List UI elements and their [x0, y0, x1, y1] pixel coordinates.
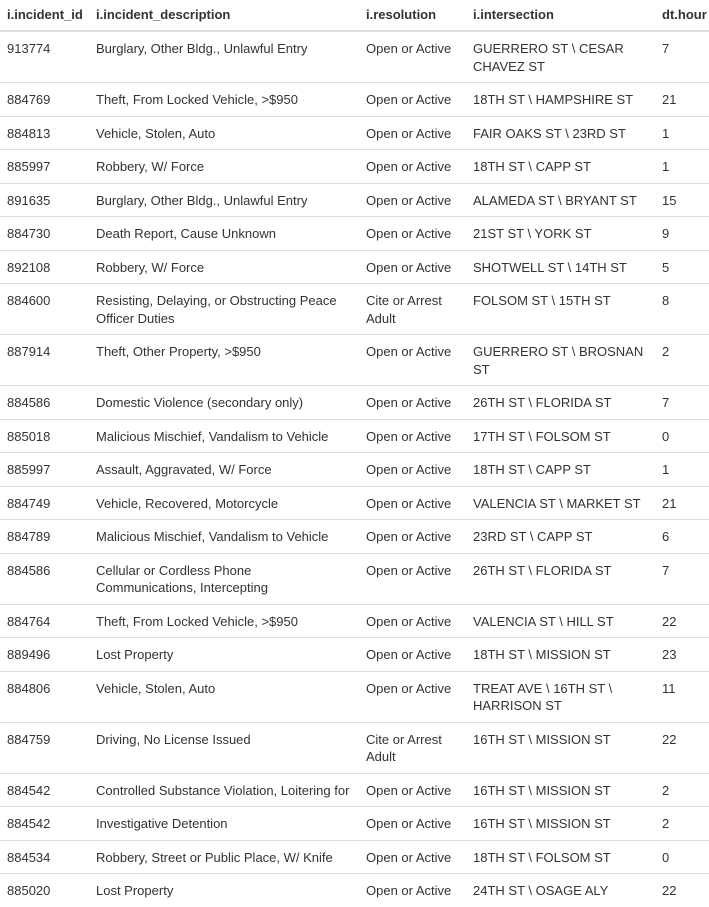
- resolution-cell: Open or Active: [358, 183, 465, 217]
- table-row: [0, 638, 709, 672]
- intersection-cell: FAIR OAKS ST \ 23RD ST: [465, 116, 654, 150]
- table-row: [0, 520, 709, 554]
- hour-cell: 22: [654, 874, 709, 907]
- incident-id-cell: 885018: [0, 419, 88, 453]
- table-row: [0, 722, 709, 773]
- resolution-cell: Cite or Arrest Adult: [358, 722, 465, 773]
- hour-cell: 15: [654, 183, 709, 217]
- intersection-cell: 17TH ST \ FOLSOM ST: [465, 419, 654, 453]
- intersection-cell: 23RD ST \ CAPP ST: [465, 520, 654, 554]
- resolution-cell: Open or Active: [358, 486, 465, 520]
- incident-description-cell: Theft, From Locked Vehicle, >$950: [88, 83, 358, 117]
- incident-id-cell: 884789: [0, 520, 88, 554]
- hour-cell: 0: [654, 840, 709, 874]
- incident-description-cell: Robbery, W/ Force: [88, 250, 358, 284]
- table-row: [0, 604, 709, 638]
- incident-id-cell: 884806: [0, 671, 88, 722]
- intersection-cell: 18TH ST \ CAPP ST: [465, 453, 654, 487]
- intersection-cell: GUERRERO ST \ CESAR CHAVEZ ST: [465, 31, 654, 83]
- table-row: [0, 386, 709, 420]
- hour-cell: 21: [654, 486, 709, 520]
- incident-description-cell: Vehicle, Stolen, Auto: [88, 116, 358, 150]
- resolution-cell: Open or Active: [358, 335, 465, 386]
- resolution-cell: Open or Active: [358, 638, 465, 672]
- column-header-resolution[interactable]: i.resolution: [358, 0, 465, 31]
- incident-description-cell: Vehicle, Recovered, Motorcycle: [88, 486, 358, 520]
- incident-id-cell: 884769: [0, 83, 88, 117]
- resolution-cell: Open or Active: [358, 874, 465, 907]
- incident-description-cell: Vehicle, Stolen, Auto: [88, 671, 358, 722]
- intersection-cell: 24TH ST \ OSAGE ALY: [465, 874, 654, 907]
- incident-id-cell: 889496: [0, 638, 88, 672]
- hour-cell: 2: [654, 807, 709, 841]
- incident-id-cell: 885020: [0, 874, 88, 907]
- table-row: [0, 83, 709, 117]
- incident-id-cell: 884542: [0, 773, 88, 807]
- intersection-cell: 16TH ST \ MISSION ST: [465, 722, 654, 773]
- hour-cell: 7: [654, 386, 709, 420]
- resolution-cell: Open or Active: [358, 453, 465, 487]
- incident-description-cell: Driving, No License Issued: [88, 722, 358, 773]
- incident-description-cell: Robbery, Street or Public Place, W/ Knife: [88, 840, 358, 874]
- table-row: [0, 150, 709, 184]
- table-row: [0, 335, 709, 386]
- hour-cell: 1: [654, 116, 709, 150]
- table-row: [0, 773, 709, 807]
- table-row: [0, 553, 709, 604]
- table-row: [0, 31, 709, 83]
- hour-cell: 0: [654, 419, 709, 453]
- incident-description-cell: Controlled Substance Violation, Loitering for: [88, 773, 358, 807]
- intersection-cell: TREAT AVE \ 16TH ST \ HARRISON ST: [465, 671, 654, 722]
- hour-cell: 7: [654, 31, 709, 83]
- column-header-incident-description[interactable]: i.incident_description: [88, 0, 358, 31]
- resolution-cell: Open or Active: [358, 83, 465, 117]
- intersection-cell: SHOTWELL ST \ 14TH ST: [465, 250, 654, 284]
- hour-cell: 2: [654, 773, 709, 807]
- table-row: [0, 453, 709, 487]
- hour-cell: 1: [654, 453, 709, 487]
- intersection-cell: 18TH ST \ CAPP ST: [465, 150, 654, 184]
- intersection-cell: 18TH ST \ MISSION ST: [465, 638, 654, 672]
- hour-cell: 22: [654, 722, 709, 773]
- column-header-incident-id[interactable]: i.incident_id: [0, 0, 88, 31]
- resolution-cell: Cite or Arrest Adult: [358, 284, 465, 335]
- intersection-cell: 21ST ST \ YORK ST: [465, 217, 654, 251]
- hour-cell: 9: [654, 217, 709, 251]
- hour-cell: 11: [654, 671, 709, 722]
- intersection-cell: 18TH ST \ FOLSOM ST: [465, 840, 654, 874]
- header-row: [0, 0, 709, 31]
- incident-id-cell: 884730: [0, 217, 88, 251]
- table-row: [0, 671, 709, 722]
- intersection-cell: VALENCIA ST \ MARKET ST: [465, 486, 654, 520]
- incident-id-cell: 884534: [0, 840, 88, 874]
- intersection-cell: ALAMEDA ST \ BRYANT ST: [465, 183, 654, 217]
- hour-cell: 23: [654, 638, 709, 672]
- resolution-cell: Open or Active: [358, 419, 465, 453]
- intersection-cell: 16TH ST \ MISSION ST: [465, 773, 654, 807]
- hour-cell: 1: [654, 150, 709, 184]
- table-body: [0, 31, 709, 907]
- incident-description-cell: Death Report, Cause Unknown: [88, 217, 358, 251]
- hour-cell: 2: [654, 335, 709, 386]
- resolution-cell: Open or Active: [358, 604, 465, 638]
- resolution-cell: Open or Active: [358, 773, 465, 807]
- table-row: [0, 807, 709, 841]
- resolution-cell: Open or Active: [358, 217, 465, 251]
- incident-id-cell: 913774: [0, 31, 88, 83]
- incident-description-cell: Resisting, Delaying, or Obstructing Peace Officer Duties: [88, 284, 358, 335]
- table-row: [0, 419, 709, 453]
- table-row: [0, 116, 709, 150]
- intersection-cell: GUERRERO ST \ BROSNAN ST: [465, 335, 654, 386]
- incident-id-cell: 884586: [0, 386, 88, 420]
- incident-description-cell: Theft, Other Property, >$950: [88, 335, 358, 386]
- incident-id-cell: 884586: [0, 553, 88, 604]
- intersection-cell: 16TH ST \ MISSION ST: [465, 807, 654, 841]
- incident-description-cell: Lost Property: [88, 874, 358, 907]
- intersection-cell: VALENCIA ST \ HILL ST: [465, 604, 654, 638]
- hour-cell: 8: [654, 284, 709, 335]
- table-row: [0, 284, 709, 335]
- table-row: [0, 183, 709, 217]
- resolution-cell: Open or Active: [358, 807, 465, 841]
- incident-id-cell: 885997: [0, 453, 88, 487]
- incident-description-cell: Robbery, W/ Force: [88, 150, 358, 184]
- resolution-cell: Open or Active: [358, 250, 465, 284]
- incident-description-cell: Domestic Violence (secondary only): [88, 386, 358, 420]
- incident-id-cell: 892108: [0, 250, 88, 284]
- incident-description-cell: Malicious Mischief, Vandalism to Vehicle: [88, 520, 358, 554]
- hour-cell: 5: [654, 250, 709, 284]
- intersection-cell: 26TH ST \ FLORIDA ST: [465, 553, 654, 604]
- incident-id-cell: 884542: [0, 807, 88, 841]
- resolution-cell: Open or Active: [358, 386, 465, 420]
- resolution-cell: Open or Active: [358, 553, 465, 604]
- resolution-cell: Open or Active: [358, 150, 465, 184]
- incident-id-cell: 884764: [0, 604, 88, 638]
- intersection-cell: 18TH ST \ HAMPSHIRE ST: [465, 83, 654, 117]
- incident-description-cell: Theft, From Locked Vehicle, >$950: [88, 604, 358, 638]
- incident-id-cell: 885997: [0, 150, 88, 184]
- table-row: [0, 486, 709, 520]
- hour-cell: 21: [654, 83, 709, 117]
- table-row: [0, 217, 709, 251]
- incident-description-cell: Malicious Mischief, Vandalism to Vehicle: [88, 419, 358, 453]
- table-row: [0, 840, 709, 874]
- table-row: [0, 250, 709, 284]
- resolution-cell: Open or Active: [358, 520, 465, 554]
- hour-cell: 6: [654, 520, 709, 554]
- incident-description-cell: Cellular or Cordless Phone Communications, Intercepting: [88, 553, 358, 604]
- intersection-cell: 26TH ST \ FLORIDA ST: [465, 386, 654, 420]
- incident-id-cell: 887914: [0, 335, 88, 386]
- incident-description-cell: Lost Property: [88, 638, 358, 672]
- incident-id-cell: 884600: [0, 284, 88, 335]
- table-row: [0, 874, 709, 907]
- hour-cell: 7: [654, 553, 709, 604]
- incident-description-cell: Investigative Detention: [88, 807, 358, 841]
- column-header-intersection[interactable]: i.intersection: [465, 0, 654, 31]
- incident-id-cell: 884813: [0, 116, 88, 150]
- incident-description-cell: Assault, Aggravated, W/ Force: [88, 453, 358, 487]
- intersection-cell: FOLSOM ST \ 15TH ST: [465, 284, 654, 335]
- resolution-cell: Open or Active: [358, 671, 465, 722]
- resolution-cell: Open or Active: [358, 840, 465, 874]
- hour-cell: 22: [654, 604, 709, 638]
- table-header: [0, 0, 709, 31]
- incident-description-cell: Burglary, Other Bldg., Unlawful Entry: [88, 31, 358, 83]
- incident-description-cell: Burglary, Other Bldg., Unlawful Entry: [88, 183, 358, 217]
- incident-id-cell: 884759: [0, 722, 88, 773]
- incident-id-cell: 891635: [0, 183, 88, 217]
- column-header-hour[interactable]: dt.hour: [654, 0, 709, 31]
- incident-id-cell: 884749: [0, 486, 88, 520]
- resolution-cell: Open or Active: [358, 31, 465, 83]
- resolution-cell: Open or Active: [358, 116, 465, 150]
